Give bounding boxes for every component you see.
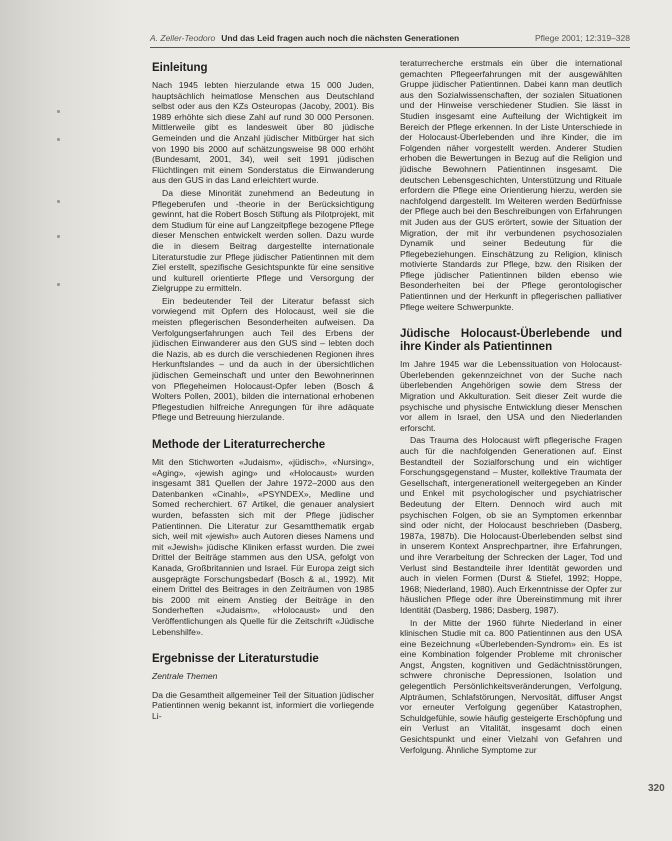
paragraph: Da diese Minorität zunehmend an Bedeutung in Pflegeberufen und -theorie in der Berücksichtigung gewinnt, hat die Robert Bosch Stiftung als Pilotprojekt, mit dem Studium für eine auf Langzeitpflege bezogene Pflege dieser Menschen entwickelt werden sollen. Dazu wurde die in diesem Beitrag dargestellte internationale Literaturstudie zur Pflege jüdischer Patientinnen mit dem Ziel erstellt, spezifische Gesichtspunkte für eine sensitive und kulturell orientierte Pflege und Versorgung der Zielgruppe zu ermitteln. (152, 187, 374, 294)
heading-survivors: Jüdische Holocaust-Überlebende und ihre Kinder als Patientinnen (400, 328, 622, 354)
paragraph: Im Jahre 1945 war die Lebenssituation von Holocaust-Überlebenden gekennzeichnet von der Suche nach überlebenden Angehörigen sowie dem Stress der Migration und Akkulturation. Seit dieser Zeit wurde die psychische und physische Entwicklung dieser Menschen vor allem in Israel, den USA und den Niederlanden erforscht. (400, 359, 622, 433)
heading-method: Methode der Literaturrecherche (152, 439, 326, 451)
right-column (400, 58, 622, 757)
running-head (150, 33, 630, 43)
subheading-central-themes: Zentrale Themen (152, 671, 218, 682)
paragraph: Mit den Stichworten «Judaism», «jüdisch», «Nursing», «Aging», «jewish aging» und «Holocaust» wurden insgesamt 381 Quellen der Jahre 1972–2000 aus den Datenbanken «Cinahl», «PSYNDEX», Medline und Somed recherchiert. 67 Artikel, die genauer analysiert wurden, befassten sich mit der Pflege jüdischer Patientinnen. Die Literatur zur Gesamtthematik ergab sich, weil mit «jewish» auch Autoren dieses Namens und mit «Jewish» jüdische Kliniken erfasst wurden. Die zwei Drittel der Beiträge stammen aus den USA, gefolgt von Kanada, Großbritannien und Israel. Für Europa zeigt sich ausgeprägte Forschungsbedarf (Bosch & al., 1992). Mit einem Drittel des Beitrages in den Zeiträumen von 1985 bis 2000 mit einem Anstieg der Beiträge in den Sonderheften «Judaism», «Holocaust» und den Veröffentlichungen als Quelle für die Zeitschrift «Jüdische Lebenshilfe». (152, 457, 374, 637)
header-rule (150, 47, 630, 48)
running-head-author: A. Zeller-Teodoro (150, 33, 216, 43)
paragraph: Ein bedeutender Teil der Literatur befasst sich vorwiegend mit Opfern des Holocaust, weil sie die meisten pflegerischen Besonderheiten aufweisen. Da Verfolgungserfahrungen auch Teil des Erbens der jüdischen Einwanderer aus den GUS sind – lebten doch die Nazis, ab es durch die verschiedenen Regionen ihres Herkunftslandes – und da auch in der übersichtlichen jüdischen Gemeinschaft und unter den Bewohnerinnen von Pflegeheimen Holocaust-Opfer leben (Bosch & Wolters Pollen, 2001), bilden die international erhobenen Pflegestudien hilfreiche Anregungen für ihre adäquate Pflege und Betreuung hierzulande. (152, 295, 374, 423)
left-column (152, 58, 374, 723)
paragraph: Nach 1945 lebten hierzulande etwa 15 000 Juden, hauptsächlich heimatlose Menschen aus Deutschland selbst oder aus den KZs Osteuropas (Jacoby, 2001). Bis 1989 erhöhte sich diese Zahl auf rund 30 000 Personen. Mittlerweile gibt es landesweit über 80 jüdische Gemeinden und die Anzahl jüdischer Mitbürger hat sich von 1990 bis 2000 auf schätzungsweise 98 000 erhöht (Bundesamt, 2001, 34), weil seit 1991 jüdischen Flüchtlingen mit einem Sonderstatus die Einwanderung aus den GUS in das Land erleichtert wurde. (152, 80, 374, 186)
paragraph: In der Mitte der 1960 führte Niederland in einer klinischen Studie mit ca. 800 Patientinnen aus den USA eine Bezeichnung «Überlebenden-Syndrom» ein. Es ist eine Kombination folgender Probleme mit chronischer Angst, Ängsten, kognitiven und Gedächtnisstörungen, schwere chronische Depressionen, Isolation und gelegentlich Persönlichkeitsveränderungen, Verfolgung, Alpträumen, Schlafstörungen, Nervosität, diffuser Angst vor erneuter Verfolgung gegenüber Katastrophen, Schuldgefühle, sowie häufig gesteigerte Erschöpfung und ein Verlust an Vitalität, insgesamt doch einen Gesichtspunkt und einer Vielzahl von Gefahren und Verfolgung. Ähnliche Symptome zur (400, 617, 622, 755)
heading-introduction: Einleitung (152, 62, 208, 74)
paragraph: teraturrecherche erstmals ein über die international gemachten Pflegeerfahrungen mit der ausgewählten Gruppe jüdischer Patientinnen. Dabei kann man deutlich aus den Sozialwissenschaften, der sozialen Situationen und der Hinweise verschiedener Studien. Sie lässt in Studien insgesamt eine Aufteilung der Wichtigkeit im Bereich der Pflege erkennen. In der Liste Unterschiede in der Holocaust-Überlebenden und ihre Kinder, die im Folgenden näher vorgestellt werden. Anderer Studien erhoben die Bewertungen in Bezug auf die Religion und jüdische Bewohnern Patientinnen insgesamt. Die deutschen Lebensgeschichten, Unterstützung und Rituale erfordern die Pflege eine Orientierung hierzu, werden sie nachfolgend dargestellt. Im Weiteren werden Bedürfnisse der Pflege auch bei den Beschreibungen von Erfahrungen mit Juden aus der GUS erörtert, sowie der Situation der Migration, der mit ihr verbundenen psychosozialen Dynamik und seiner Bedeutung für die Pflegebeziehungen. Einschätzung zu Religion, klinisch motivierte Standards zur Pflege, bzw. den Risiken der Pflege jüdischer Patientinnen bilden ebenso wie Besonderheiten bei der Pflege gerontologischer Patientinnen und der Herkunft in pflegerischen palliativer Pflege weitere Schwerpunkte. (400, 58, 622, 312)
paragraph: Das Trauma des Holocaust wirft pflegerische Fragen auch für die nachfolgenden Generationen auf. Einst Bestandteil der Sozialforschung und ein wichtiger Forschungsgegenstand – Muster, kollektive Traumata der Gesellschaft, intergenerationell weitergegeben an Kinder und Enkel mit psychologischer und psychiatrischer Bedeutung der Eltern. Dennoch wird auch mit psychischen Folgen, ob sie an Symptomen erkennbar sind oder nicht, der Holocaust beschrieben (Dasberg, 1987a, 1987b). Die Holocaust-Überlebenden selbst sind in unserem Kontext Ansprechpartner, ihre Erfahrungen, und ihre Verarbeitung der Schrecken der Lager, Tod und Verlust sind Bestandteile ihrer Identität geworden und auch in vielen Formen (Durst & Stiefel, 1992; Hoppe, 1968; Niederland, 1980). Auch Erkenntnisse der Opfer zur häuslichen Pflege oder ihre Übereinstimmung mit ihrer Identität (Dasberg, 1986; Dasberg, 1987). (400, 435, 622, 615)
heading-results: Ergebnisse der Literaturstudie (152, 653, 319, 666)
running-head-title: Und das Leid fragen auch noch die nächsten Generationen (221, 33, 460, 43)
running-head-journal: Pflege 2001; 12:319–328 (534, 33, 630, 43)
paragraph: Da die Gesamtheit allgemeiner Teil der Situation jüdischer Patientinnen wenig bekannt ist, informiert die vorliegende Li- (152, 689, 374, 721)
page-number: 320 (648, 783, 665, 794)
